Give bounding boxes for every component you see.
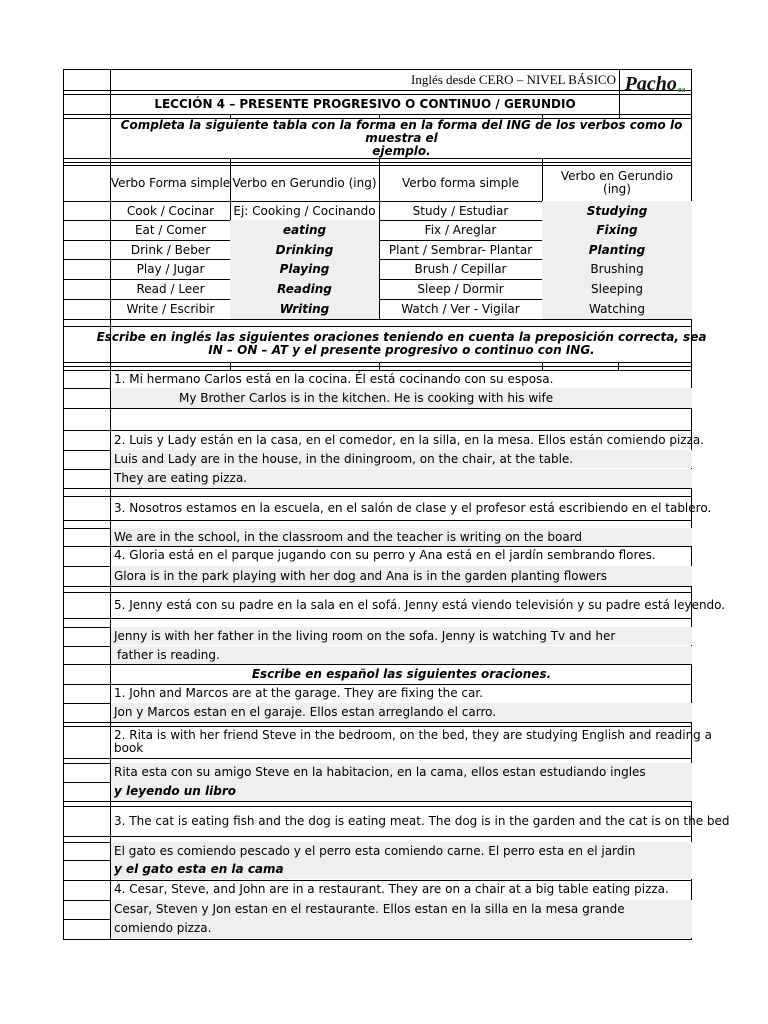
verb-gerund-cell[interactable]: eating xyxy=(230,220,379,240)
p2-answer-3b-es[interactable]: y el gato esta en la cama xyxy=(111,860,692,879)
answer-5a-en[interactable]: Jenny is with her father in the living room on the sofa. Jenny is watching Tv and her xyxy=(111,627,692,645)
sentence-4-es: 4. Gloria está en el parque jugando con su perro y Ana está en el jardín sembrando flores. xyxy=(114,548,656,562)
column-divider xyxy=(230,362,231,370)
instruction-spanish: Escribe en español las siguientes oraciones. xyxy=(251,666,552,681)
answer-2a-en[interactable]: Luis and Lady are in the house, in the diningroom, on the chair, at the table. xyxy=(111,450,692,468)
row-divider xyxy=(63,362,692,363)
col-header-gerund-2-line1: Verbo en Gerundio xyxy=(560,169,674,183)
logo-text: Pacho xyxy=(624,72,677,95)
p2-sentence-4-en: 4. Cesar, Steve, and John are in a restaurant. They are on a chair at a big table eating pizza. xyxy=(114,882,669,896)
p2-sentence-2-line1: 2. Rita is with her friend Steve in the bedroom, on the bed, they are studying English and reading a xyxy=(114,728,712,742)
answer-1-en[interactable]: My Brother Carlos is in the kitchen. He is cooking with his wife xyxy=(111,388,692,408)
instruction-english xyxy=(96,326,707,362)
row-divider xyxy=(63,618,692,619)
verb-simple-cell: Cook / Cocinar xyxy=(126,203,215,218)
verb-gerund-2-cell[interactable]: Watching xyxy=(542,299,692,319)
answer-4-en[interactable]: Glora is in the park playing with her dog and Ana is in the garden planting flowers xyxy=(111,566,692,586)
verb-simple-cell: Drink / Beber xyxy=(130,242,211,257)
column-divider xyxy=(379,362,380,370)
p2-answer-4b-es[interactable]: comiendo pizza. xyxy=(111,919,692,938)
verb-simple-2-cell: Fix / Areglar xyxy=(424,222,497,237)
p2-answer-4a-es[interactable]: Cesar, Steven y Jon estan en el restaurante. Ellos estan en la silla en la mesa grande xyxy=(111,900,692,919)
verb-gerund-2-cell[interactable]: Fixing xyxy=(542,220,692,240)
row-divider xyxy=(63,90,692,91)
verb-gerund-2-cell[interactable]: Brushing xyxy=(542,259,692,279)
p2-sentence-3-en: 3. The cat is eating fish and the dog is eating meat. The dog is in the garden and the cat is on the bed xyxy=(114,813,730,828)
verb-gerund-2-cell[interactable]: Planting xyxy=(542,240,692,260)
col-header-simple-2: Verbo forma simple xyxy=(401,175,520,190)
lesson-title: LECCIÓN 4 – PRESENTE PROGRESIVO O CONTINUO / GERUNDIO xyxy=(154,96,576,111)
verb-gerund-2-cell[interactable]: Sleeping xyxy=(542,279,692,299)
verb-gerund-cell: Ej: Cooking / Cocinando xyxy=(233,203,376,218)
p2-answer-3a-es[interactable]: El gato es comiendo pescado y el perro esta comiendo carne. El perro esta en el jardin xyxy=(111,842,692,860)
row-divider xyxy=(63,366,692,367)
verb-simple-cell: Read / Leer xyxy=(136,281,205,296)
row-divider xyxy=(63,722,692,723)
row-divider xyxy=(63,758,692,759)
col-header-gerund-2 xyxy=(542,165,692,201)
row-divider xyxy=(63,158,692,159)
row-divider xyxy=(63,162,692,163)
instruction-english-line1: Escribe en inglés las siguientes oraciones teniendo en cuenta la preposición correcta, sea xyxy=(96,330,707,344)
p2-sentence-2-en xyxy=(111,726,712,758)
left-margin-column xyxy=(63,69,111,940)
row-divider xyxy=(63,114,692,115)
verb-simple-2-cell: Study / Estudiar xyxy=(412,203,509,218)
col-header-simple: Verbo Forma simple xyxy=(110,175,231,190)
verb-gerund-cell[interactable]: Playing xyxy=(230,259,379,279)
verb-gerund-cell[interactable]: Reading xyxy=(230,279,379,299)
logo-sub: ea xyxy=(677,84,686,94)
col-header-gerund-2-line2: (ing) xyxy=(603,182,631,196)
row-divider xyxy=(63,801,692,802)
verb-simple-cell: Eat / Comer xyxy=(134,222,207,237)
answer-3-en[interactable]: We are in the school, in the classroom and the teacher is writing on the board xyxy=(111,528,692,546)
instruction-table xyxy=(111,118,692,158)
column-divider xyxy=(618,362,619,370)
instruction-table-line1: Completa la siguiente tabla con la forma en la forma del ING de los verbos como lo muestra el xyxy=(120,117,683,145)
row-divider xyxy=(63,836,692,837)
p2-answer-1-es[interactable]: Jon y Marcos estan en el garaje. Ellos estan arreglando el carro. xyxy=(111,703,692,722)
row-divider xyxy=(63,408,692,409)
col-header-gerund: Verbo en Gerundio (ing) xyxy=(232,175,377,190)
course-title: Inglés desde CERO – NIVEL BÁSICO xyxy=(411,72,616,87)
verb-gerund-cell[interactable]: Drinking xyxy=(230,240,379,260)
sentence-5-es: 5. Jenny está con su padre en la sala en el sofá. Jenny está viendo televisión y su padre está leyendo. xyxy=(114,597,726,612)
p2-answer-2a-es[interactable]: Rita esta con su amigo Steve en la habitacion, en la cama, ellos estan estudiando ingles xyxy=(111,763,692,782)
verb-simple-2-cell: Watch / Ver - Vigilar xyxy=(401,301,520,316)
verb-simple-cell: Write / Escribir xyxy=(126,301,215,316)
verb-simple-2-cell: Brush / Cepillar xyxy=(414,261,507,276)
sentence-2-es: 2. Luis y Lady están en la casa, en el comedor, en la silla, en la mesa. Ellos están comiendo pizza. xyxy=(114,432,705,447)
row-divider xyxy=(63,586,692,587)
verb-simple-2-cell: Plant / Sembrar- Plantar xyxy=(388,242,533,257)
p2-sentence-1-en: 1. John and Marcos are at the garage. They are fixing the car. xyxy=(114,686,484,700)
answer-5b-en[interactable]: father is reading. xyxy=(111,646,692,664)
pacho-logo xyxy=(619,70,691,98)
column-divider xyxy=(542,362,543,370)
p2-sentence-2-line2: book xyxy=(114,741,144,755)
verb-gerund-cell[interactable]: Writing xyxy=(230,299,379,319)
row-divider xyxy=(63,319,692,320)
sentence-1-es: 1. Mi hermano Carlos está en la cocina. Él está cocinando con su esposa. xyxy=(114,371,554,386)
p2-answer-2b-es[interactable]: y leyendo un libro xyxy=(111,782,692,801)
instruction-english-line2: IN – ON – AT y el presente progresivo o continuo con ING. xyxy=(208,343,595,357)
answer-2b-en[interactable]: They are eating pizza. xyxy=(111,469,692,488)
row-divider xyxy=(63,520,692,521)
sentence-3-es: 3. Nosotros estamos en la escuela, en el salón de clase y el profesor está escribiendo en el tablero. xyxy=(114,500,712,515)
verb-simple-2-cell: Sleep / Dormir xyxy=(417,281,504,296)
verb-simple-cell: Play / Jugar xyxy=(136,261,205,276)
row-divider xyxy=(63,488,692,489)
verb-gerund-2-cell[interactable]: Studying xyxy=(542,201,692,221)
instruction-table-line2: ejemplo. xyxy=(372,143,431,158)
